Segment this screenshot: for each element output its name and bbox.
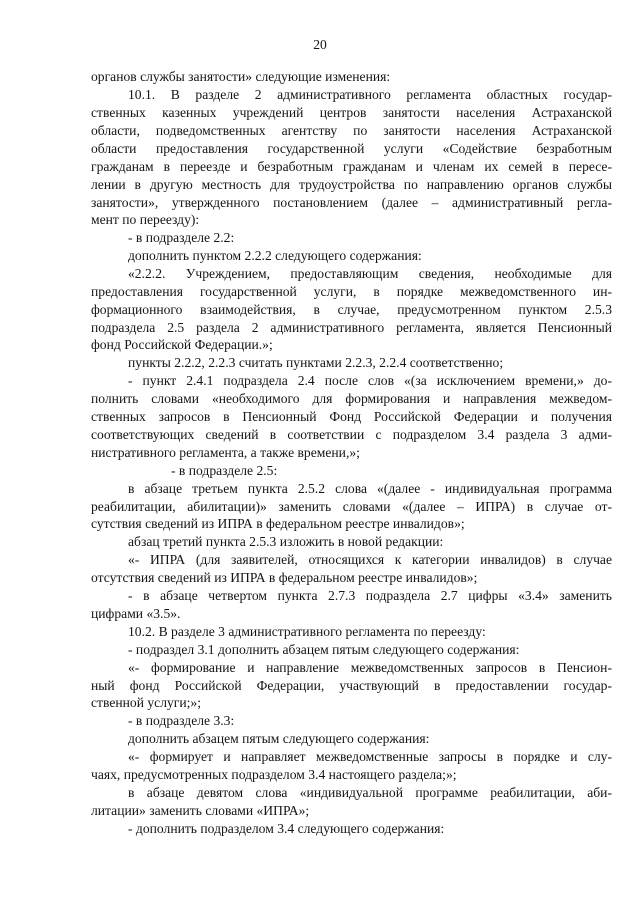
text-line: «- формирует и направляет межведомственные запросы в порядке и слу- — [128, 749, 612, 764]
text-line: предоставления государственной услуги, в порядке межведомственного ин- — [91, 284, 612, 299]
text-line: - в подразделе 3.3: — [128, 713, 235, 728]
text-line: области, подведомственных агентству по занятости населения Астраханской — [91, 123, 612, 138]
text-line: в абзаце девятом слова «индивидуальной программе реабилитации, аби- — [128, 785, 612, 800]
text-line: занятости», утвержденного постановлением (далее – административный регла- — [91, 195, 612, 210]
text-line: ственных казенных учреждений центров занятости населения Астраханской — [91, 105, 612, 120]
text-line: литации» заменить словами «ИПРА»; — [91, 803, 310, 818]
text-line: 10.2. В разделе 3 административного регламента по переезду: — [128, 624, 486, 639]
text-line: - пункт 2.4.1 подраздела 2.4 после слов «(за исключением времени,» до- — [128, 373, 612, 388]
text-line: ственной услуги;»; — [91, 695, 201, 710]
text-line: нистративного регламента, а также времени,»; — [91, 445, 360, 460]
text-line: - подраздел 3.1 дополнить абзацем пятым следующего содержания: — [128, 642, 520, 657]
text-line: отсутствия сведений из ИПРА в федеральном реестре инвалидов»; — [91, 570, 478, 585]
text-line: лении в другую местность для трудоустройства по направлению органов службы — [91, 177, 612, 192]
text-line: в абзаце третьем пункта 2.5.2 слова «(далее - индивидуальная программа — [128, 481, 612, 496]
text-line: ный фонд Российской Федерации, участвующий в предоставлении государ- — [91, 678, 612, 693]
text-line: дополнить абзацем пятым следующего содержания: — [128, 731, 430, 746]
text-line: пункты 2.2.2, 2.2.3 считать пунктами 2.2.3, 2.2.4 соответственно; — [128, 355, 504, 370]
text-line: - дополнить подразделом 3.4 следующего содержания: — [128, 821, 445, 836]
text-line: гражданам в переезде и безработным гражданам и членам их семей в пересе- — [91, 159, 612, 174]
text-line: области предоставления государственной услуги «Содействие безработным — [91, 141, 612, 156]
text-line: чаях, предусмотренных подразделом 3.4 настоящего раздела;»; — [91, 767, 457, 782]
text-line: «- формирование и направление межведомственных запросов в Пенсион- — [128, 660, 612, 675]
text-line: формационного взаимодействия, в случае, предусмотренном пунктом 2.5.3 — [91, 302, 612, 317]
text-line: «2.2.2. Учреждением, предоставляющим сведения, необходимые для — [128, 266, 612, 281]
text-line: «- ИПРА (для заявителей, относящихся к категории инвалидов) в случае — [128, 552, 612, 567]
text-line: соответствующих сведений в соответствии с подразделом 3.4 раздела 3 адми- — [91, 427, 612, 442]
text-line: сутствия сведений из ИПРА в федеральном реестре инвалидов»; — [91, 516, 465, 531]
text-line: - в подразделе 2.2: — [128, 230, 235, 245]
text-line: 10.1. В разделе 2 административного регламента областных государ- — [128, 87, 612, 102]
text-line: органов службы занятости» следующие изменения: — [91, 69, 391, 84]
text-line: абзац третий пункта 2.5.3 изложить в новой редакции: — [128, 534, 444, 549]
text-line: дополнить пунктом 2.2.2 следующего содержания: — [128, 248, 422, 263]
text-line: - в абзаце четвертом пункта 2.7.3 подраздела 2.7 цифры «3.4» заменить — [128, 588, 612, 603]
text-line: - в подразделе 2.5: — [171, 463, 278, 478]
page-number: 20 — [313, 37, 327, 52]
text-line: мент по переезду): — [91, 212, 200, 227]
text-line: подраздела 2.5 раздела 2 административного регламента, является Пенсионный — [91, 320, 612, 335]
text-line: ственных запросов в Пенсионный Фонд Российской Федерации и получения — [91, 409, 612, 424]
text-line: полнить словами «необходимого для формирования и направления межведом- — [91, 391, 612, 406]
text-line: фонд Российской Федерации.»; — [91, 337, 273, 352]
text-line: реабилитации, абилитации)» заменить словами «(далее – ИПРА) в случае от- — [91, 499, 612, 514]
text-line: цифрами «3.5». — [91, 606, 181, 621]
